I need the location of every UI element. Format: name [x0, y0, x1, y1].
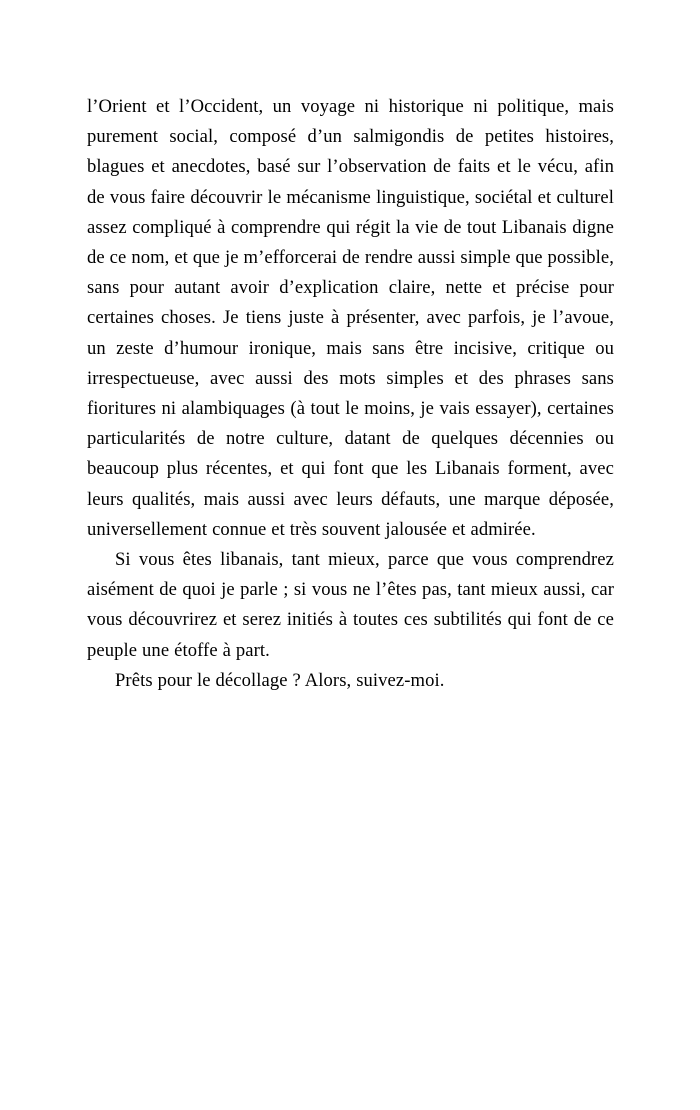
body-paragraph-continuation: l’Orient et l’Occident, un voyage ni historique ni politique, mais purement social, composé d’un salmigondis de petites histoires, blagues et anecdotes, basé sur l’observation de faits et le vécu, afin de vous faire découvrir le mécanisme linguistique, sociétal et culturel assez compliqué à comprendre qui régit la vie de tout Libanais digne de ce nom, et que je m’efforcerai de rendre aussi simple que possible, sans pour autant avoir d’explication claire, nette et précise pour certaines choses. Je tiens juste à présenter, avec parfois, je l’avoue, un zeste d’humour ironique, mais sans être incisive, critique ou irrespectueuse, avec aussi des mots simples et des phrases sans fioritures ni alambiquages (à tout le moins, je vais essayer), certaines particularités de notre culture, datant de quelques décennies ou beaucoup plus récentes, et qui font que les Libanais forment, avec leurs qualités, mais aussi avec leurs défauts, une marque déposée, universellement connue et très souvent jalousée et admirée. [87, 96, 614, 540]
page-text-block [87, 92, 614, 696]
body-paragraph-si-vous-etes-libanais: Si vous êtes libanais, tant mieux, parce que vous comprendrez aisément de quoi je parle ; si vous ne l’êtes pas, tant mieux aussi, car vous découvrirez et serez initiés à toutes ces subtilités qui font de ce peuple une étoffe à part. [87, 549, 614, 661]
body-paragraph-prets-pour-le-decollage: Prêts pour le décollage ? Alors, suivez-moi. [115, 669, 445, 691]
